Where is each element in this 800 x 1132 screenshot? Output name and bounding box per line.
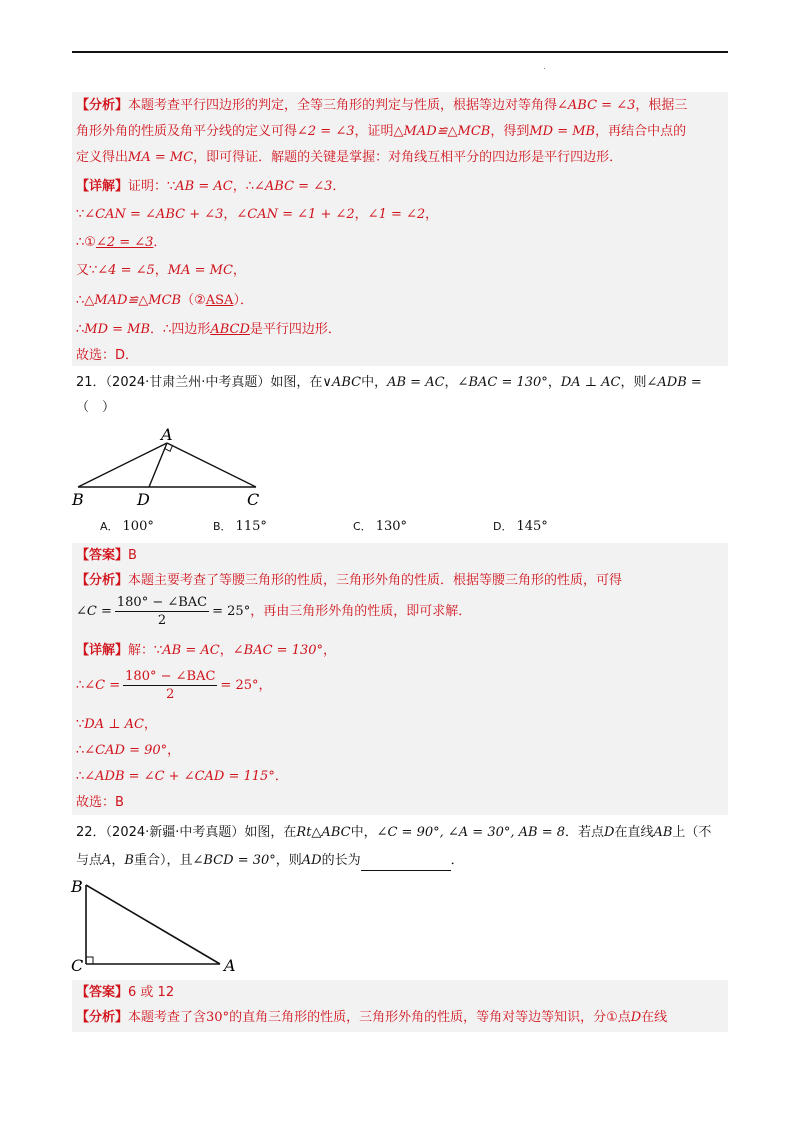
q22-triangle-figure — [68, 875, 248, 975]
q21-stem-line-1: 21．（2024·甘肃兰州·中考真题）如图，在∨ABC中，AB = AC，∠BAC = 130°，DA ⊥ AC，则∠ADB = — [76, 375, 702, 390]
detail-line-6: ∴MD = MB．∴四边形ABCD是平行四边形． — [76, 322, 341, 337]
q21-option-c[interactable]: C． 130° — [353, 519, 408, 534]
analysis-line-3: 定义得出MA = MC，即可得证．解题的关键是掌握：对角线互相平分的四边形是平行四边形． — [76, 150, 623, 165]
q22-answer: 【答案】6 或 12 — [76, 985, 175, 1000]
q21-stem-line-2: （ ） — [76, 400, 116, 415]
q22-analysis-line-1: 【分析】本题考查了含30°的直角三角形的性质，三角形外角的性质，等角对等边等知识，分①点D在线 — [76, 1010, 668, 1025]
q21-detail-line-2: ∴∠C = $\frac{\text{180° − ∠BAC}}{2}$ = 25°， — [76, 669, 272, 702]
detail-line-1: 【详解】证明：∵AB = AC，∴∠ABC = ∠3． — [76, 179, 346, 194]
right-angle-mark — [86, 957, 93, 964]
analysis-line-2: 角形外角的性质及角平分线的定义可得∠2 = ∠3，证明△MAD≌△MCB，得到MD = MB，再结合中点的 — [76, 124, 687, 139]
label-a: A — [224, 956, 236, 975]
detail-line-3: ∴①∠2 = ∠3． — [76, 235, 167, 250]
segment-ab — [78, 443, 167, 487]
label-b: B — [71, 877, 83, 896]
detail-line-4: 又∵∠4 = ∠5，MA = MC， — [76, 263, 246, 278]
final-choice-q20: 故选：D． — [76, 348, 139, 363]
label-c: C — [71, 956, 84, 975]
fraction: $\frac{\text{180° − ∠BAC}}{2}$ — [116, 595, 208, 628]
q21-option-b[interactable]: B． 115° — [213, 519, 267, 534]
q21-detail-line-5: ∴∠ADB = ∠C + ∠CAD = 115°． — [76, 769, 288, 784]
analysis-line-1: 【分析】本题考查平行四边形的判定，全等三角形的判定与性质，根据等边对等角得∠ABC = ∠3，根据三 — [76, 98, 688, 113]
label-a: A — [161, 425, 173, 444]
q21-analysis-line-1: 【分析】本题主要考查了等腰三角形的性质，三角形外角的性质．根据等腰三角形的性质，可得 — [76, 573, 623, 588]
segment-ac — [167, 443, 256, 487]
fraction: $\frac{\text{180° − ∠BAC}}{2}$ — [125, 669, 216, 702]
header-mark: . — [543, 62, 546, 72]
detail-line-2: ∵∠CAN = ∠ABC + ∠3，∠CAN = ∠1 + ∠2，∠1 = ∠2， — [76, 207, 439, 222]
q22-stem-line-1: 22．（2024·新疆·中考真题）如图，在Rt△ABC中，∠C = 90°, ∠A = 30°, AB = 8．若点D在直线AB上（不 — [76, 825, 712, 840]
label-c: C — [247, 490, 260, 509]
q21-analysis-line-2: ∠C = $\frac{\text{180° − ∠BAC}}{2}$ = 25°，再由三角形外角的性质，即可求解． — [76, 595, 472, 628]
detail-line-5: ∴△MAD≌△MCB（②ASA）． — [76, 293, 253, 308]
q21-final-choice: 故选：B — [76, 795, 124, 810]
q21-detail-line-4: ∴∠CAD = 90°， — [76, 743, 181, 758]
label-b: B — [72, 490, 84, 509]
q21-option-d[interactable]: D． 145° — [493, 519, 548, 534]
segment-ab — [86, 885, 220, 964]
answer-blank[interactable] — [361, 856, 451, 871]
header-rule — [72, 51, 728, 53]
label-d: D — [137, 490, 150, 509]
q21-option-a[interactable]: A． 100° — [100, 519, 154, 534]
q21-triangle-figure — [70, 425, 270, 510]
q21-detail-line-3: ∵DA ⊥ AC， — [76, 717, 157, 732]
q21-answer: 【答案】B — [76, 548, 137, 563]
segment-ad — [149, 443, 167, 487]
q21-detail-line-1: 【详解】解：∵AB = AC，∠BAC = 130°， — [76, 643, 337, 658]
q22-stem-line-2: 与点A，B重合），且∠BCD = 30°，则AD的长为 ． — [76, 851, 464, 871]
